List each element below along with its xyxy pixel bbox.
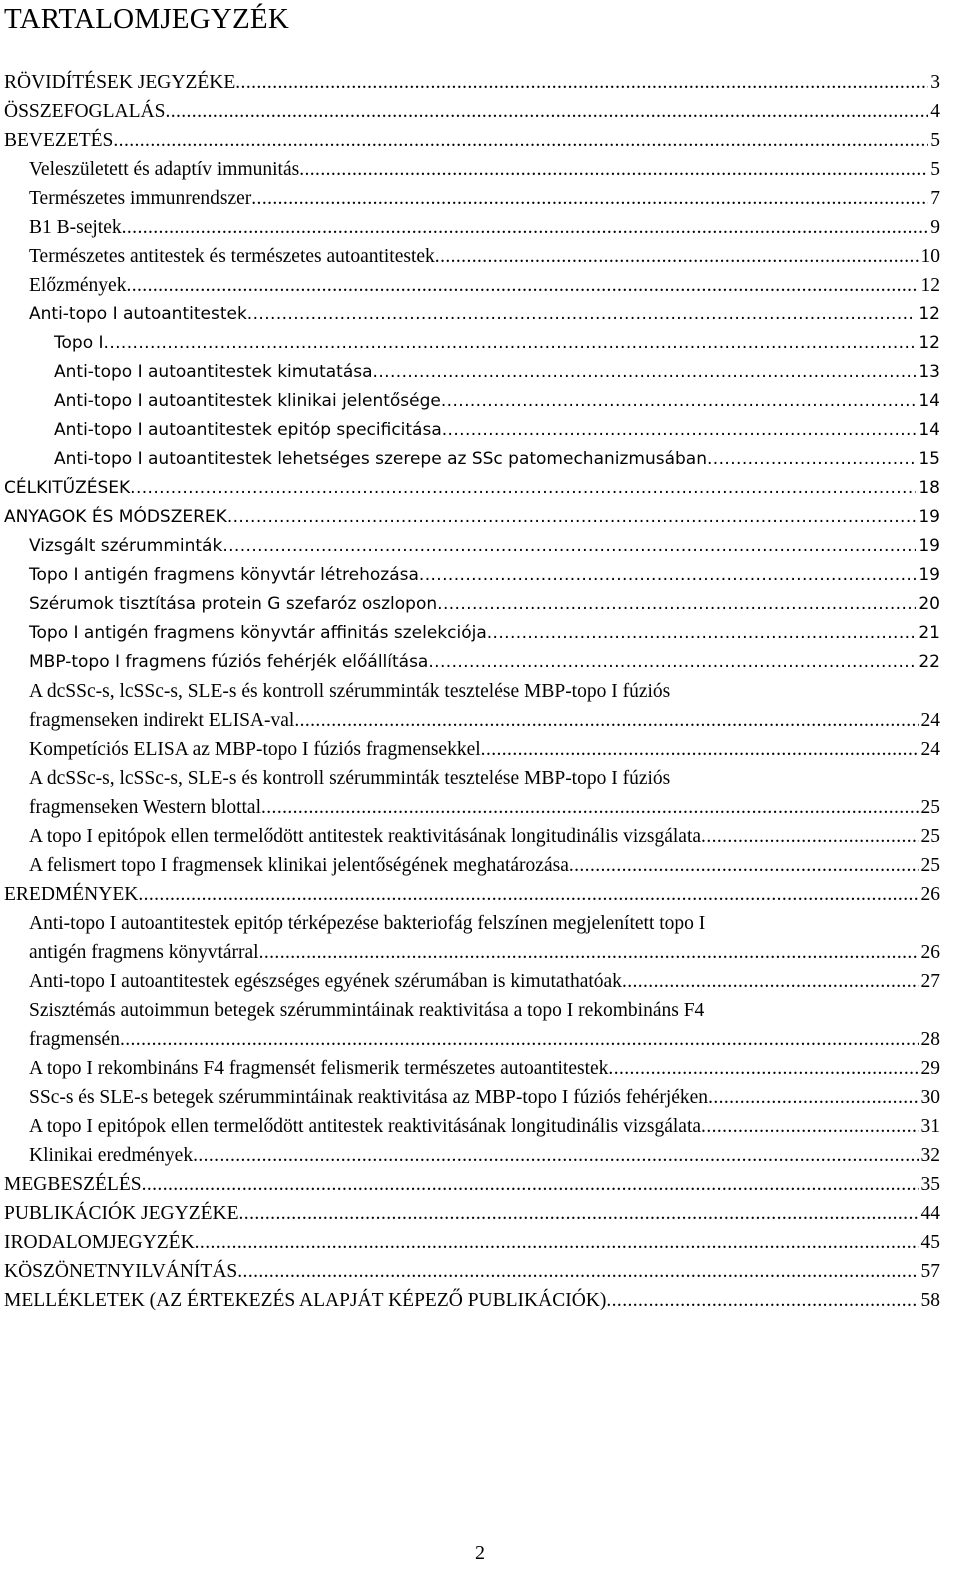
toc-page-number: 5 bbox=[930, 130, 940, 151]
toc-entry-klinikai-eredmenyek[interactable]: Klinikai eredmények ..... 32 bbox=[4, 1141, 940, 1170]
toc-entry-kompeticios-elisa[interactable]: Kompetíciós ELISA az MBP-topo I fúziós fragmensekkel ..... 24 bbox=[4, 735, 940, 764]
toc-entry-anti-topo-autoantitestek[interactable]: Anti-topo I autoantitestek ..... 12 bbox=[4, 300, 940, 329]
toc-entry-kimutatasa[interactable]: Anti-topo I autoantitestek kimutatása ..... 13 bbox=[4, 358, 940, 387]
toc-page-number: 31 bbox=[920, 1116, 940, 1137]
toc-entry-vizsgalt-szerumminták[interactable]: Vizsgált szérumminták ..... 19 bbox=[4, 532, 940, 561]
toc-page-number: 24 bbox=[920, 739, 940, 760]
toc-entry-roviditesek[interactable]: RÖVIDÍTÉSEK JEGYZÉKE ..... 3 bbox=[4, 68, 940, 97]
toc-page-number: 9 bbox=[930, 217, 940, 238]
toc-page-number: 19 bbox=[918, 507, 940, 527]
toc-page-number: 25 bbox=[920, 855, 940, 876]
toc-entry-longitudinalis-vizsgalata[interactable]: A topo I epitópok ellen termelődött antitestek reaktivitásának longitudinális vizsgálata ..... 25 bbox=[4, 822, 940, 851]
toc-entry-b1-b-sejtek[interactable]: B1 B-sejtek ..... 9 bbox=[4, 213, 940, 242]
table-of-contents bbox=[4, 68, 940, 1315]
toc-page-number: 18 bbox=[918, 478, 940, 498]
toc-entry-anyagok-modszerek[interactable]: ANYAGOK ÉS MÓDSZEREK ..... 19 bbox=[4, 503, 940, 532]
toc-page-number: 21 bbox=[918, 623, 940, 643]
toc-entry-f4-termeszetes-autoantitestek[interactable]: A topo I rekombináns F4 fragmensét felismerik természetes autoantitestek ..... 29 bbox=[4, 1054, 940, 1083]
toc-entry-affinitas-szelekcio[interactable]: Topo I antigén fragmens könyvtár affinitás szelekciója ..... 21 bbox=[4, 619, 940, 648]
toc-entry-termeszetes-immunrendszer[interactable]: Természetes immunrendszer ..... 7 bbox=[4, 184, 940, 213]
page-title: TARTALOMJEGYZÉK bbox=[4, 3, 289, 35]
toc-page-number: 14 bbox=[918, 391, 940, 411]
toc-page-number: 15 bbox=[918, 449, 940, 469]
toc-page-number: 4 bbox=[930, 101, 940, 122]
toc-entry-mellekletek[interactable]: MELLÉKLETEK (AZ ÉRTEKEZÉS ALAPJÁT KÉPEZŐ PUBLIKÁCIÓK) ..... 58 bbox=[4, 1286, 940, 1315]
toc-page-number: 22 bbox=[918, 652, 940, 672]
toc-page-number: 28 bbox=[920, 1029, 940, 1050]
toc-page-number: 20 bbox=[918, 594, 940, 614]
toc-entry-megbeszeles[interactable]: MEGBESZÉLÉS ..... 35 bbox=[4, 1170, 940, 1199]
toc-page-number: 26 bbox=[920, 884, 940, 905]
toc-page-number: 19 bbox=[918, 565, 940, 585]
toc-page-number: 29 bbox=[920, 1058, 940, 1079]
toc-entry-western-blot[interactable]: A dcSSc-s, lcSSc-s, SLE-s és kontroll szérumminták tesztelése MBP-topo I fúziós fragmenseken Western blottal ..... 25 bbox=[4, 764, 940, 822]
toc-entry-celkituzesek[interactable]: CÉLKITŰZÉSEK ..... 18 bbox=[4, 474, 940, 503]
page-number: 2 bbox=[475, 1542, 485, 1564]
toc-page-number: 3 bbox=[930, 72, 940, 93]
toc-entry-egeszseges-egyenek[interactable]: Anti-topo I autoantitestek egészséges egyének szérumában is kimutathatóak ..... 27 bbox=[4, 967, 940, 996]
toc-page-number: 14 bbox=[918, 420, 940, 440]
toc-entry-epitop-terkepezes[interactable]: Anti-topo I autoantitestek epitóp térképezése bakteriofág felszínen megjelenített topo I antigén fragmens könyvtárral ..... 26 bbox=[4, 909, 940, 967]
toc-entry-ssc-sle-mbp-reaktivitas[interactable]: SSc-s és SLE-s betegek szérummintáinak reaktivitása az MBP-topo I fúziós fehérjéken ..... 30 bbox=[4, 1083, 940, 1112]
toc-page-number: 10 bbox=[920, 246, 940, 267]
toc-entry-veleszuletett[interactable]: Veleszületett és adaptív immunitás ..... 5 bbox=[4, 155, 940, 184]
toc-page-number: 12 bbox=[920, 275, 940, 296]
toc-page-number: 7 bbox=[930, 188, 940, 209]
toc-page-number: 24 bbox=[920, 710, 940, 731]
toc-page-number: 26 bbox=[920, 942, 940, 963]
toc-entry-elozmenyek[interactable]: Előzmények ..... 12 bbox=[4, 271, 940, 300]
toc-entry-osszefoglalas[interactable]: ÖSSZEFOGLALÁS ..... 4 bbox=[4, 97, 940, 126]
toc-entry-termeszetes-antitestek[interactable]: Természetes antitestek és természetes autoantitestek ..... 10 bbox=[4, 242, 940, 271]
toc-entry-indirekt-elisa[interactable]: A dcSSc-s, lcSSc-s, SLE-s és kontroll szérumminták tesztelése MBP-topo I fúziós fragmenseken indirekt ELISA-val ..... 24 bbox=[4, 677, 940, 735]
toc-entry-irodalomjegyzek[interactable]: IRODALOMJEGYZÉK ..... 45 bbox=[4, 1228, 940, 1257]
toc-page-number: 35 bbox=[920, 1174, 940, 1195]
toc-entry-klinikai-jelentosege[interactable]: Anti-topo I autoantitestek klinikai jelentősége ..... 14 bbox=[4, 387, 940, 416]
toc-entry-klinikai-jelentoseg-meghatarozas[interactable]: A felismert topo I fragmensek klinikai jelentőségének meghatározása ..... 25 bbox=[4, 851, 940, 880]
toc-entry-fragmens-konyvtar[interactable]: Topo I antigén fragmens könyvtár létrehozása ..... 19 bbox=[4, 561, 940, 590]
toc-page-number: 19 bbox=[918, 536, 940, 556]
toc-page-number: 45 bbox=[920, 1232, 940, 1253]
toc-page-number: 13 bbox=[918, 362, 940, 382]
toc-entry-publikaciok-jegyzeke[interactable]: PUBLIKÁCIÓK JEGYZÉKE ..... 44 bbox=[4, 1199, 940, 1228]
toc-entry-longitudinalis-vizsgalata-eredmeny[interactable]: A topo I epitópok ellen termelődött antitestek reaktivitásának longitudinális vizsgálata ..... 31 bbox=[4, 1112, 940, 1141]
toc-page-number: 57 bbox=[920, 1261, 940, 1282]
toc-entry-bevezetes[interactable]: BEVEZETÉS ..... 5 bbox=[4, 126, 940, 155]
toc-entry-lehetseges-szerepe[interactable]: Anti-topo I autoantitestek lehetséges szerepe az SSc patomechanizmusában ..... 15 bbox=[4, 445, 940, 474]
toc-entry-f4-fragmens-reaktivitas[interactable]: Szisztémás autoimmun betegek szérummintáinak reaktivitása a topo I rekombináns F4 fragmensén ..... 28 bbox=[4, 996, 940, 1054]
toc-page-number: 44 bbox=[920, 1203, 940, 1224]
toc-page-number: 27 bbox=[920, 971, 940, 992]
toc-page-number: 12 bbox=[918, 333, 940, 353]
toc-entry-topo-i[interactable]: Topo I ..... 12 bbox=[4, 329, 940, 358]
toc-page-number: 58 bbox=[920, 1290, 940, 1311]
toc-entry-szerumok-tisztitasa[interactable]: Szérumok tisztítása protein G szefaróz oszlopon ..... 20 bbox=[4, 590, 940, 619]
toc-page-number: 25 bbox=[920, 826, 940, 847]
toc-entry-koszonetnyilvanitas[interactable]: KÖSZÖNETNYILVÁNÍTÁS ..... 57 bbox=[4, 1257, 940, 1286]
toc-page-number: 5 bbox=[930, 159, 940, 180]
toc-page-number: 30 bbox=[920, 1087, 940, 1108]
toc-entry-mbp-fuzios-eloallitas[interactable]: MBP-topo I fragmens fúziós fehérjék előállítása ..... 22 bbox=[4, 648, 940, 677]
toc-page-number: 32 bbox=[920, 1145, 940, 1166]
toc-entry-eredmenyek[interactable]: EREDMÉNYEK ..... 26 bbox=[4, 880, 940, 909]
toc-entry-epitop-specificitasa[interactable]: Anti-topo I autoantitestek epitóp specificitása ..... 14 bbox=[4, 416, 940, 445]
toc-page-number: 12 bbox=[918, 304, 940, 324]
toc-page-number: 25 bbox=[920, 797, 940, 818]
